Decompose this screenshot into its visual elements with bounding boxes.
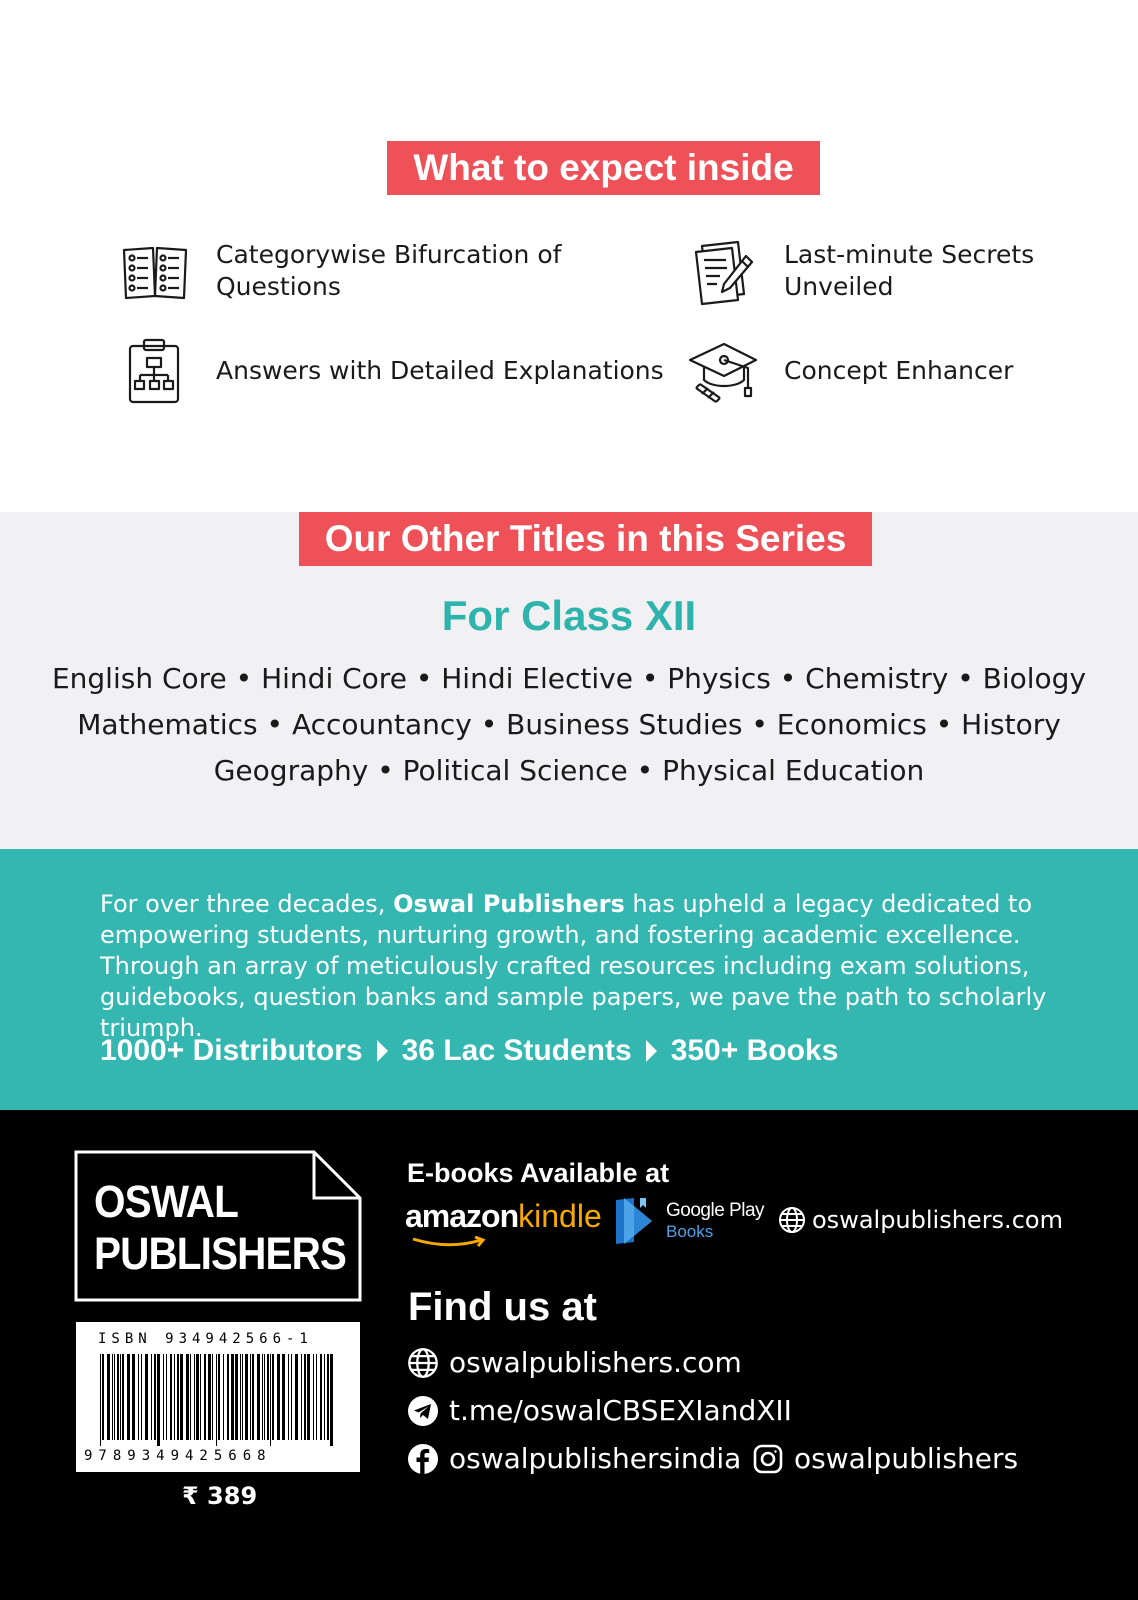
barcode-bar [170,1354,172,1440]
facebook-icon [407,1443,439,1475]
clipboard-diagram-icon [120,336,190,406]
globe-icon [407,1347,439,1379]
barcode-bar [257,1354,260,1440]
instagram-link[interactable] [752,1442,1018,1475]
barcode-bar [262,1354,263,1440]
class-heading: For Class XII [441,592,697,639]
feature-item [120,236,576,306]
barcode-bar [100,1354,101,1446]
ean-number: 9789349425668 [84,1448,272,1464]
stat-distributors: 1000+ Distributors [100,1034,363,1067]
barcode-bar [270,1354,271,1446]
barcode-bar [330,1354,333,1446]
barcode-bar [264,1354,265,1440]
google-play-books-logo[interactable] [612,1196,764,1246]
barcode-bar [223,1354,224,1440]
barcode-bar [218,1354,220,1440]
logo-text [94,1176,346,1280]
feature-text: Concept Enhancer [784,356,1014,385]
barcode-bar [157,1354,160,1446]
facebook-text: oswalpublishersindia [449,1442,742,1475]
book-checklist-icon [120,236,190,306]
barcode-bar [120,1354,121,1440]
barcode-bar [180,1354,183,1440]
barcode-bar [227,1354,229,1440]
telegram-text: t.me/oswalCBSEXIandXII [449,1394,792,1427]
about-text-end: has upheld a legacy dedicated to empowering students, nurturing growth, and fostering academic excellence. Through an array of meticulously crafted resources including exam solutions, guidebooks, question banks and sample papers, we pave the path to scholarly triumph. [100,890,1047,1042]
feature-item [688,336,1013,406]
other-titles-section [0,512,1138,849]
notes-pen-icon [688,236,758,306]
barcode-bar [122,1354,124,1440]
subject-line: English Core • Hindi Core • Hindi Elective • Physics • Chemistry • Biology [51,662,1087,695]
publisher-logo [74,1150,362,1302]
feature-text: Categorywise Bifurcation of Questions [216,240,562,301]
about-text-start: For over three decades, [100,890,394,918]
barcode-bar [212,1354,213,1440]
barcode-bar [320,1354,322,1440]
other-titles-heading: Our Other Titles in this Series [299,512,872,566]
facebook-link[interactable] [407,1442,741,1475]
barcode-bar [174,1354,175,1440]
find-us-heading: Find us at [408,1285,597,1329]
expect-section [0,0,1138,512]
barcode-bar [117,1354,119,1440]
barcode-bar [235,1354,238,1440]
brand-name: Oswal Publishers [393,890,625,918]
instagram-text: oswalpublishers [794,1442,1019,1475]
amazon-kindle-logo[interactable] [405,1198,602,1246]
stats-row [100,1034,838,1068]
about-section [0,849,1138,1110]
feature-text: Last-minute Secrets Unveiled [784,240,1035,301]
arrow-right-icon [646,1040,657,1062]
barcode-bar [190,1354,191,1440]
barcode-bar [151,1354,152,1440]
barcode-bar [216,1354,217,1446]
barcode-bar [307,1354,310,1440]
globe-icon [778,1206,806,1234]
barcode-bars [98,1354,338,1446]
arrow-right-icon [377,1040,388,1062]
website-link[interactable] [407,1346,742,1379]
barcode-bar [288,1354,289,1440]
google-play-label: Google Play [666,1200,765,1221]
barcode-bar [316,1354,317,1440]
graduation-cap-icon [688,336,758,406]
feature-item [120,336,664,406]
barcode-bar [186,1354,189,1440]
footer-section [0,1110,1138,1600]
ebook-website-text: oswalpublishers.com [812,1206,1063,1234]
barcode-bar [291,1354,292,1440]
barcode-bar [282,1354,285,1440]
barcode-bar [252,1354,254,1440]
barcode-bar [112,1354,113,1440]
barcode-bar [250,1354,251,1440]
barcode-bar [295,1354,298,1440]
barcode-bar [138,1354,139,1440]
ebook-website-link[interactable] [778,1206,1063,1234]
about-paragraph [100,889,1110,1044]
barcode-bar [240,1354,241,1440]
barcode-bar [141,1354,142,1440]
barcode-bar [102,1354,104,1440]
stat-books: 350+ Books [670,1034,839,1067]
isbn-barcode [76,1322,360,1472]
books-label: Books [666,1222,714,1241]
barcode-bar [200,1354,201,1440]
telegram-link[interactable] [407,1394,792,1427]
subject-list [40,656,1098,794]
barcode-bar [313,1354,314,1440]
barcode-bar [107,1354,110,1440]
amazon-smile-icon [411,1236,491,1250]
feature-text: Answers with Detailed Explanations [216,356,664,385]
barcode-bar [154,1354,156,1440]
barcode-bar [132,1354,135,1440]
barcode-bar [324,1354,325,1440]
barcode-bar [327,1354,329,1440]
subject-line: Mathematics • Accountancy • Business Studies • Economics • History [77,708,1061,741]
barcode-bar [127,1354,130,1440]
amazon-wordmark: amazon [405,1198,519,1234]
barcode-bar [272,1354,274,1440]
website-text: oswalpublishers.com [449,1346,742,1379]
instagram-icon [752,1443,784,1475]
google-play-books-icon [612,1196,656,1246]
barcode-bar [204,1354,206,1440]
barcode-bar [196,1354,199,1440]
feature-item [688,236,1138,306]
barcode-bar [301,1354,302,1440]
barcode-bar [177,1354,179,1440]
barcode-bar [277,1354,280,1440]
barcode-bar [145,1354,148,1440]
barcode-bar [163,1354,164,1440]
ebooks-heading: E-books Available at [407,1158,670,1188]
barcode-bar [114,1354,115,1440]
barcode-bar [208,1354,211,1440]
barcode-bar [194,1354,195,1440]
subject-line: Geography • Political Science • Physical Education [213,754,925,787]
barcode-bar [166,1354,167,1440]
barcode-bar [245,1354,248,1440]
logo-line-publishers: PUBLISHERS [94,1228,347,1279]
barcode-bar [231,1354,234,1440]
barcode-bar [304,1354,306,1440]
barcode-bar [267,1354,269,1440]
kindle-wordmark: kindle [518,1198,602,1234]
isbn-number: ISBN 934942566-1 [98,1331,313,1347]
telegram-icon [407,1395,439,1427]
stat-students: 36 Lac Students [401,1034,632,1067]
price: ₹ 389 [182,1482,258,1510]
barcode-bar [242,1354,243,1440]
expect-heading: What to expect inside [387,141,820,195]
logo-line-oswal: OSWAL [94,1176,238,1227]
